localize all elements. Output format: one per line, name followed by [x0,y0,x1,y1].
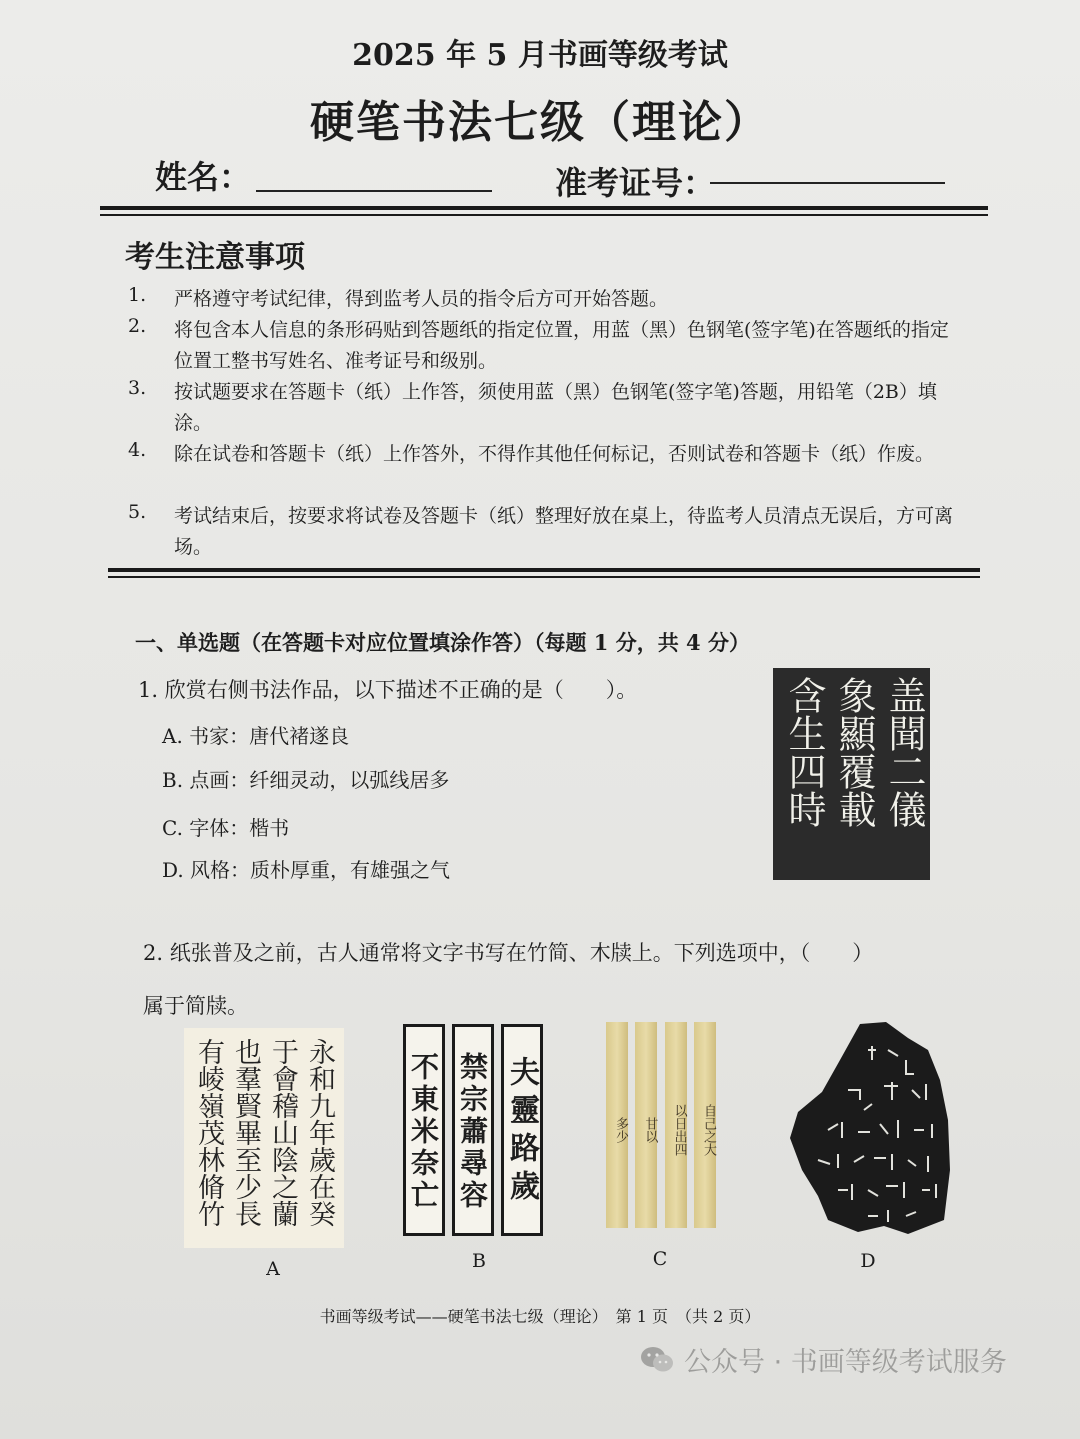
name-label: 姓名： [155,158,252,196]
question-1-option-b: B. 点画：纤细灵动，以弧线居多 [162,768,450,792]
notice-text: 除在试卷和答题卡（纸）上作答外，不得作其他任何标记，否则试卷和答题卡（纸）作废。 [174,443,935,465]
bamboo-slip: 多少 [606,1022,628,1228]
exam-title: 2025 年 5 月书画等级考试 [352,38,728,73]
divider-top-thick [100,206,988,210]
option-a-image [184,1028,344,1248]
question-2-stem-line2: 属于简牍。 [143,994,248,1018]
subject-title: 硬笔书法七级（理论） [310,97,770,148]
image-b-column: 夫靈路歲 [501,1024,543,1236]
exam-id-label: 准考证号： [555,164,716,202]
option-b-image [403,1024,543,1236]
notice-item [128,377,954,439]
image-b-column: 不東米奈亡 [403,1024,445,1236]
image-b-column: 禁宗蕭尋容 [452,1024,494,1236]
notice-text: 将包含本人信息的条形码贴到答题纸的指定位置，用蓝（黑）色钢笔(签字笔)在答题纸的指定位置工整书写姓名、准考证号和级别。 [174,319,949,372]
image-a-column: 永和九年歲在癸 [304,1038,335,1227]
question-1-stem: 1. 欣赏右侧书法作品，以下描述不正确的是（ ）。 [138,678,638,702]
notice-item [128,315,954,377]
notice-num: 4. [128,439,147,461]
question-2-stem-line1: 2. 纸张普及之前，古人通常将文字书写在竹简、木牍上。下列选项中，（ ） [143,941,874,965]
notice-num: 2. [128,315,147,337]
option-c-label: C [652,1248,668,1270]
calligraphy-rubbing-image [773,668,930,880]
divider-top-thin [100,214,988,216]
rubbing-fragment-shape [790,1022,950,1234]
rubbing-column: 盖聞二儀 [882,676,926,828]
option-d-image [788,1020,952,1242]
notice-list [128,284,954,563]
name-blank [256,190,492,192]
image-a-column: 有崚嶺茂林脩竹 [193,1038,224,1227]
page-footer: 书画等级考试——硬笔书法七级（理论） 第 1 页 （共 2 页） [319,1307,761,1326]
exam-id-blank [710,182,945,184]
watermark [640,1340,1007,1379]
image-a-column: 也羣賢畢至少長 [230,1038,261,1227]
notice-num: 1. [128,284,147,306]
notice-title: 考生注意事项 [125,240,305,275]
rubbing-column: 象顯覆載 [832,676,876,828]
watermark-text: 公众号 · 书画等级考试服务 [684,1347,1007,1378]
bamboo-slip: 以日出四 [665,1022,687,1228]
notice-text: 按试题要求在答题卡（纸）上作答，须使用蓝（黑）色钢笔(签字笔)答题，用铅笔（2B）填涂。 [174,381,937,434]
notice-num: 5. [128,501,147,523]
notice-item [128,439,954,501]
section-heading: 一、单选题（在答题卡对应位置填涂作答）（每题 1 分，共 4 分） [135,630,750,655]
question-1-option-d: D. 风格：质朴厚重，有雄强之气 [162,858,451,882]
option-a-label: A [266,1258,280,1280]
notice-text: 考试结束后，按要求将试卷及答题卡（纸）整理好放在桌上，待监考人员清点无误后，方可离场。 [174,505,954,558]
question-1-option-a: A. 书家：唐代褚遂良 [162,724,350,748]
notice-item [128,501,954,563]
option-b-label: B [472,1250,486,1272]
notice-num: 3. [128,377,147,399]
notice-text: 严格遵守考试纪律，得到监考人员的指令后方可开始答题。 [174,288,669,310]
image-a-column: 于會稽山陰之蘭 [267,1038,298,1227]
question-1-option-c: C. 字体：楷书 [162,816,290,840]
rubbing-column: 含生四時 [782,676,826,828]
option-c-image [606,1022,716,1228]
option-d-label: D [860,1250,876,1272]
wechat-icon [640,1346,674,1374]
bamboo-slip: 甘以 [635,1022,657,1228]
bamboo-slip: 自己之大 [694,1022,716,1228]
divider-mid-thick [108,568,980,572]
divider-mid-thin [108,576,980,578]
notice-item [128,284,954,315]
